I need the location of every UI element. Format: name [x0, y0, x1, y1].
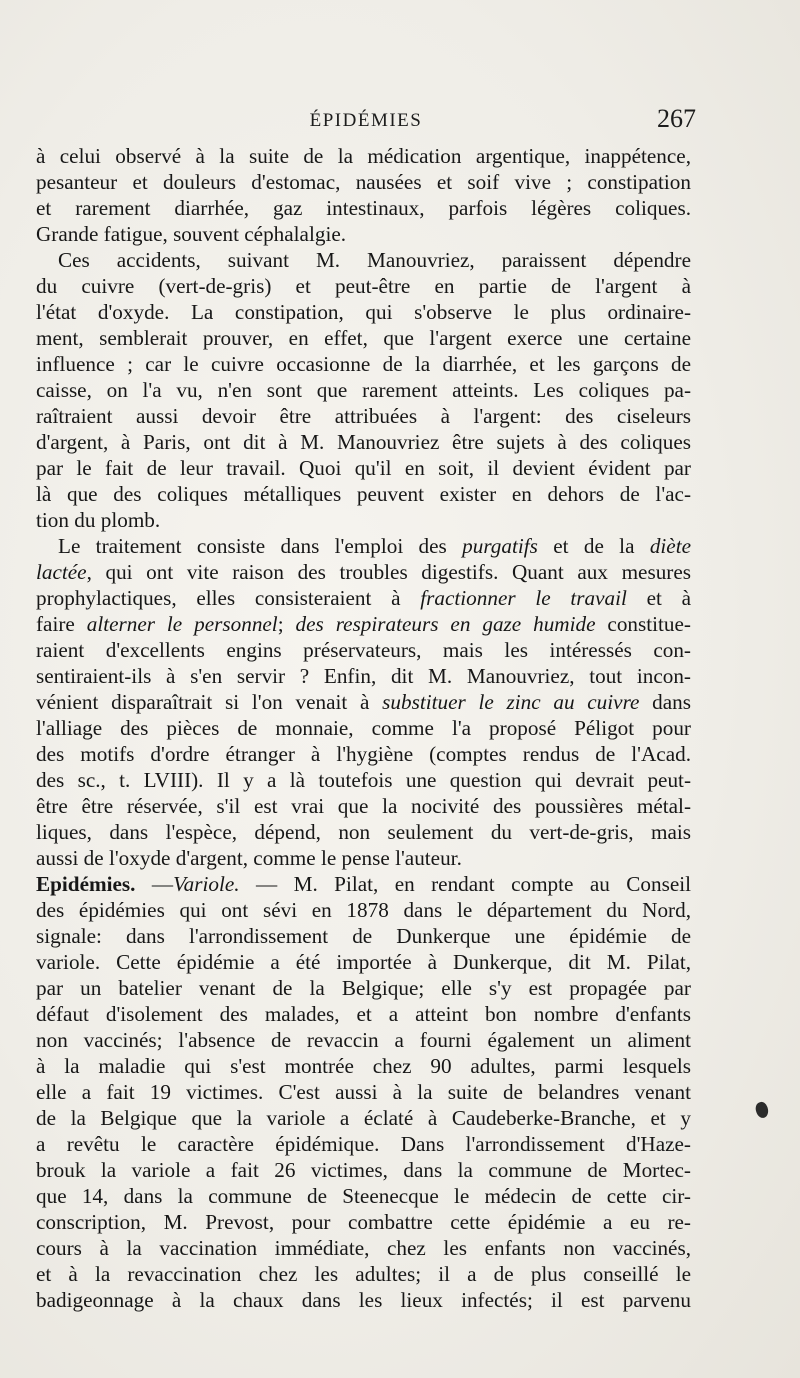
text-line: cours à la vaccination immédiate, chez les enfants non vaccinés,: [36, 1236, 691, 1260]
text-line: pesanteur et douleurs d'estomac, nausées et soif vive ; constipation: [36, 170, 691, 194]
text-line: l'alliage des pièces de monnaie, comme l'a proposé Péligot pour: [36, 716, 691, 740]
text-line: à la maladie qui s'est montrée chez 90 adultes, parmi lesquels: [36, 1054, 691, 1078]
italic-term: purgatifs: [462, 534, 538, 558]
text-line: brouk la variole a fait 26 victimes, dans la commune de Mortec-: [36, 1158, 691, 1182]
running-head: ÉPIDÉMIES: [309, 110, 423, 131]
text-span: constitue-: [595, 612, 691, 636]
italic-term: des respirateurs en gaze humide: [295, 612, 596, 636]
text-line: par le fait de leur travail. Quoi qu'il en soit, il devient évident par: [36, 456, 691, 480]
text-line: Grande fatigue, souvent céphalalgie.: [36, 222, 347, 246]
text-line: liques, dans l'espèce, dépend, non seulement du vert-de-gris, mais: [36, 820, 691, 844]
italic-term: alterner le personnel: [86, 612, 278, 636]
italic-term: lactée: [36, 560, 87, 584]
text-line: de la Belgique que la variole a éclaté à Caudeberke-Branche, et y: [36, 1106, 691, 1130]
text-line: des motifs d'ordre étranger à l'hygiène (comptes rendus de l'Acad.: [36, 742, 691, 766]
text-line: non vaccinés; l'absence de revaccin a fourni également un aliment: [36, 1028, 691, 1052]
text-span: et de la: [537, 534, 650, 558]
text-span: prophylactiques, elles consisteraient à: [36, 586, 421, 610]
text-line: par un batelier venant de la Belgique; elle s'y est propagée par: [36, 976, 691, 1000]
text-span: ;: [277, 612, 296, 636]
text-line: raîtraient aussi devoir être attribuées à l'argent: des ciseleurs: [36, 404, 691, 428]
text-line: [36, 533, 691, 559]
text-line: conscription, M. Prevost, pour combattre cette épidémie a eu re-: [36, 1210, 691, 1234]
page-header: [36, 104, 696, 138]
text-line: là que des coliques métalliques peuvent exister en dehors de l'ac-: [36, 482, 691, 506]
text-line: l'état d'oxyde. La constipation, qui s'observe le plus ordinaire-: [36, 300, 691, 324]
text-line: à celui observé à la suite de la médication argentique, inappétence,: [36, 144, 691, 168]
text-line: badigeonnage à la chaux dans les lieux infectés; il est parvenu: [36, 1288, 691, 1312]
text-line: aussi de l'oxyde d'argent, comme le pense l'auteur.: [36, 846, 462, 870]
text-line: a revêtu le caractère épidémique. Dans l'arrondissement d'Haze-: [36, 1132, 691, 1156]
text-span: — M. Pilat, en rendant compte au Conseil: [239, 872, 691, 896]
text-span: vénient disparaîtrait si l'on venait à: [36, 690, 383, 714]
text-line: ment, semblerait prouver, en effet, que l'argent exerce une certaine: [36, 326, 691, 350]
text-span: et à: [626, 586, 691, 610]
text-span: —: [135, 872, 174, 896]
text-line: d'argent, à Paris, ont dit à M. Manouvriez être sujets à des coliques: [36, 430, 691, 454]
italic-term: fractionner le travail: [420, 586, 627, 610]
text-line: et à la revaccination chez les adultes; il a de plus conseillé le: [36, 1262, 691, 1286]
text-line: du cuivre (vert-de-gris) et peut-être en partie de l'argent à: [36, 274, 691, 298]
text-line: caisse, on l'a vu, n'en sont que rarement atteints. Les coliques pa-: [36, 378, 691, 402]
text-line: variole. Cette épidémie a été importée à Dunkerque, dit M. Pilat,: [36, 950, 691, 974]
subsection-heading: Variole.: [173, 872, 240, 896]
text-line: influence ; car le cuivre occasionne de la diarrhée, et les garçons de: [36, 352, 691, 376]
text-line: [36, 611, 691, 637]
italic-term: diète: [649, 534, 691, 558]
text-line: sentiraient-ils à s'en servir ? Enfin, dit M. Manouvriez, tout incon-: [36, 664, 691, 688]
text-line: des sc., t. LVIII). Il y a là toutefois une question qui devrait peut-: [36, 768, 691, 792]
text-line: défaut d'isolement des malades, et a atteint bon nombre d'enfants: [36, 1002, 691, 1026]
text-line: [36, 689, 691, 715]
text-line: [36, 871, 691, 897]
text-line: être être réservée, s'il est vrai que la nocivité des poussières métal-: [36, 794, 691, 818]
text-line: que 14, dans la commune de Steenecque le médecin de cette cir-: [36, 1184, 691, 1208]
text-line: [36, 585, 691, 611]
text-line: signale: dans l'arrondissement de Dunkerque une épidémie de: [36, 924, 691, 948]
text-span: Le traitement consiste dans l'emploi des: [58, 534, 463, 558]
page-number: 267: [657, 104, 696, 133]
text-line: tion du plomb.: [36, 508, 161, 532]
text-line: et rarement diarrhée, gaz intestinaux, parfois légères coliques.: [36, 196, 691, 220]
body-text: [36, 143, 691, 1313]
text-line: [36, 559, 691, 585]
section-heading: Epidémies.: [36, 872, 136, 896]
text-line: des épidémies qui ont sévi en 1878 dans le département du Nord,: [36, 898, 691, 922]
text-span: dans: [639, 690, 692, 714]
italic-term: substituer le zinc au cuivre: [382, 690, 640, 714]
text-line: elle a fait 19 victimes. C'est aussi à la suite de belandres venant: [36, 1080, 691, 1104]
ink-blot-mark: [754, 1101, 770, 1120]
text-span: , qui ont vite raison des troubles digestifs. Quant aux mesures: [86, 560, 691, 584]
text-line: raient d'excellents engins préservateurs, mais les intéressés con-: [36, 638, 691, 662]
text-span: faire: [36, 612, 87, 636]
text-line: Ces accidents, suivant M. Manouvriez, paraissent dépendre: [58, 248, 691, 272]
